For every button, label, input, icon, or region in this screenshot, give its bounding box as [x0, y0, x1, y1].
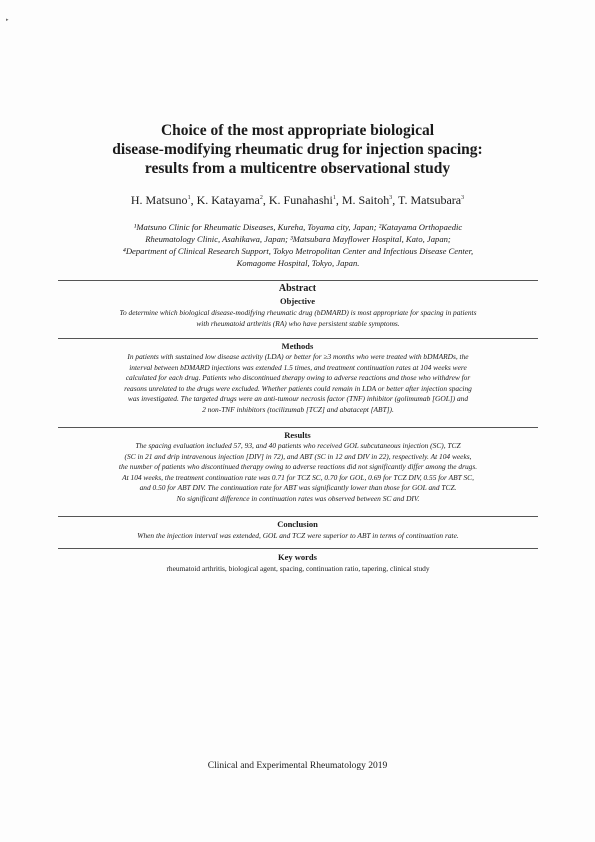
text-line: the number of patients who discontinued therapy owing to adverse reactions did not significantly differ among the drugs.	[118, 462, 478, 472]
text-line: (SC in 21 and drip intravenous injection [DIV] in 72), and ABT (SC in 12 and DIV in 22), respectively. At 104 weeks,	[124, 451, 472, 461]
conclusion-heading: Conclusion	[277, 519, 318, 529]
results-text	[58, 441, 538, 505]
author: K. Funahashi$^1$	[268, 193, 336, 207]
divider	[58, 548, 538, 549]
author: M. Saitoh$^3$	[341, 193, 393, 207]
text-line: calculated for each drug. Patients who discontinued therapy owing to adverse reactions and those who withdrew for	[125, 373, 471, 383]
divider	[58, 516, 538, 517]
title-line: results from a multicentre observational study	[144, 160, 451, 177]
methods-heading: Methods	[281, 341, 314, 351]
text-line: reasons unrelated to the drugs were excluded. Whether patients could remain in LDA or better after injection spacing	[124, 383, 472, 393]
author: T. Matsubara$^3$	[398, 193, 465, 207]
author-list: H. Matsuno$^1$, K. Katayama$^2$, K. Funahashi$^1$, M. Saitoh$^3$, T. Matsubara$^3$	[130, 193, 465, 207]
text-line: with rheumatoid arthritis (RA) who have persistent stable symptoms.	[196, 318, 400, 328]
divider	[58, 338, 538, 339]
title-line: Choice of the most appropriate biological	[160, 122, 435, 139]
text-line: interval between bDMARD injections was extended 1.5 times, and treatment continuation rates at 104 weeks were	[129, 362, 467, 372]
affiliation-line: ⁴Department of Clinical Research Support, Tokyo Metropolitan Center and Infectious Disease Center,	[122, 246, 474, 256]
affiliation-line: ¹Matsuno Clinic for Rheumatic Diseases, Kureha, Toyama city, Japan; ²Katayama Orthopaedic	[133, 222, 463, 232]
conclusion-text	[58, 531, 538, 542]
text-line: was investigated. The targeted drugs were an anti-tumour necrosis factor (TNF) inhibitor (golimumab [GOL]) and	[127, 394, 469, 404]
author: H. Matsuno$^1$	[130, 193, 191, 207]
text-line: In patients with sustained low disease activity (LDA) or better for ≥3 months who were treated with bDMARDs, the	[127, 352, 469, 361]
text-line: When the injection interval was extended, GOL and TCZ were superior to ABT in terms of continuation rate.	[137, 531, 459, 540]
journal-footer: Clinical and Experimental Rheumatology 2019	[207, 761, 388, 771]
abstract-heading: Abstract	[278, 283, 317, 294]
objective-heading: Objective	[280, 296, 315, 306]
keywords-text	[58, 564, 538, 575]
keywords-heading: Key words	[278, 552, 317, 562]
text-line: rheumatoid arthritis, biological agent, spacing, continuation ratio, tapering, clinical study	[166, 564, 430, 573]
text-line: and 0.50 for ABT DIV. The continuation rate for ABT was significantly lower than those for GOL and TCZ.	[139, 483, 457, 493]
text-line: To determine which biological disease-modifying rheumatic drug (bDMARD) is most appropriate for spacing in patients	[119, 308, 477, 317]
objective-text	[58, 308, 538, 329]
methods-text	[58, 352, 538, 416]
affiliation-line: Rheumatology Clinic, Asahikawa, Japan; ³Matsubara Mayflower Hospital, Kato, Japan;	[145, 234, 451, 244]
title-line: disease-modifying rheumatic drug for injection spacing:	[112, 141, 483, 158]
text-line: No significant difference in continuation rates was observed between SC and DIV.	[176, 493, 420, 503]
results-heading: Results	[284, 430, 311, 440]
affiliation-line: Komagome Hospital, Tokyo, Japan.	[236, 258, 360, 268]
divider	[58, 427, 538, 428]
paper-title	[40, 121, 555, 178]
text-line: At 104 weeks, the treatment continuation rate was 0.71 for TCZ SC, 0.70 for GOL, 0.69 for TCZ DIV, 0.55 for ABT SC,	[122, 472, 474, 482]
text-line: 2 non-TNF inhibitors (tocilizumab [TCZ] and abatacept [ABT]).	[202, 404, 394, 414]
divider	[58, 280, 538, 281]
affiliations	[48, 221, 548, 269]
text-line: The spacing evaluation included 57, 93, and 40 patients who received GOL subcutaneous injection (SC), TCZ	[135, 441, 461, 450]
scan-mark: ▸	[6, 18, 9, 23]
author: K. Katayama$^2$	[196, 193, 263, 207]
